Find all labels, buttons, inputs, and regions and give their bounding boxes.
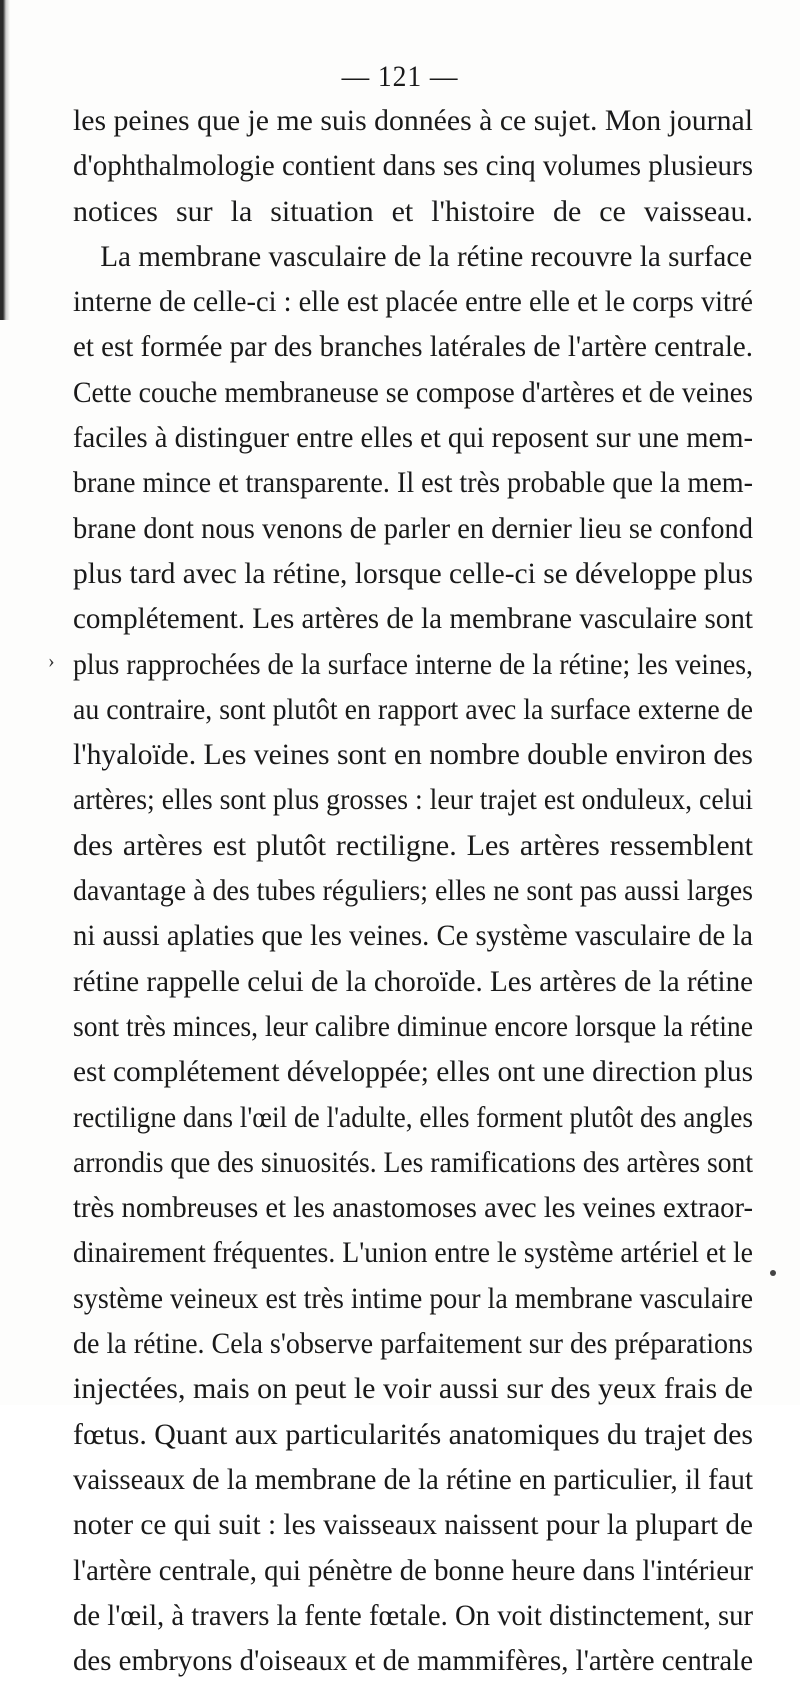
text-line: rectiligne dans l'œil de l'adulte, elles forment plutôt des angles xyxy=(73,1100,754,1134)
text-line: est complétement développée; elles ont une direction plus xyxy=(73,1055,754,1089)
text-line: davantage à des tubes réguliers; elles ne sont pas aussi larges xyxy=(73,874,754,908)
text-line: l'artère centrale, qui pénètre de bonne heure dans l'intérieur xyxy=(73,1553,753,1587)
text-line: très nombreuses et les anastomoses avec les veines extraor- xyxy=(73,1191,754,1225)
text-line: système veineux est très intime pour la membrane vasculaire xyxy=(73,1281,753,1315)
text-line: noter ce qui suit : les vaisseaux naissent pour la plupart de xyxy=(73,1508,754,1542)
page-number: — 121 — xyxy=(341,60,459,93)
text-line: sont très minces, leur calibre diminue encore lorsque la rétine xyxy=(73,1009,753,1043)
text-line: et est formée par des branches latérales de l'artère centrale. xyxy=(73,330,753,364)
text-line: fœtus. Quant aux particularités anatomiques du trajet des xyxy=(73,1417,753,1451)
text-line: La membrane vasculaire de la rétine recouvre la surface xyxy=(100,239,753,273)
text-line: plus tard avec la rétine, lorsque celle-ci se développe plus xyxy=(73,556,753,590)
text-line: interne de celle-ci : elle est placée entre elle et le corps vitré xyxy=(73,285,754,319)
text-line: de l'œil, à travers la fente fœtale. On voit distinctement, sur xyxy=(73,1598,754,1632)
text-line: vaisseaux de la membrane de la rétine en particulier, il faut xyxy=(73,1462,753,1496)
text-line: l'hyaloïde. Les veines sont en nombre double environ des xyxy=(73,738,753,772)
text-line: les peines que je me suis données à ce sujet. Mon journal xyxy=(73,104,753,137)
text-line: faciles à distinguer entre elles et qui reposent sur une mem- xyxy=(73,421,754,455)
text-line: d'ophthalmologie contient dans ses cinq volumes plusieurs xyxy=(73,149,753,183)
text-line: brane mince et transparente. Il est très probable que la mem- xyxy=(73,466,753,500)
ink-dot xyxy=(770,1270,776,1276)
text-line: injectées, mais on peut le voir aussi sur des yeux frais de xyxy=(73,1372,753,1406)
text-line: Cette couche membraneuse se compose d'artères et de veines xyxy=(73,375,753,409)
text-line: des artères est plutôt rectiligne. Les artères ressemblent xyxy=(73,828,753,862)
text-line: dinairement fréquentes. L'union entre le système artériel et le xyxy=(73,1236,754,1270)
text-line: plus rapprochées de la surface interne de la rétine; les veines, xyxy=(73,647,753,681)
text-line: ni aussi aplaties que les veines. Ce système vasculaire de la xyxy=(73,919,754,953)
text-line: brane dont nous venons de parler en dernier lieu se confond xyxy=(73,511,753,545)
binding-edge xyxy=(0,0,10,320)
text-line: de la rétine. Cela s'observe parfaitement sur des préparations xyxy=(73,1327,753,1361)
text-line: notices sur la situation et l'histoire de ce vaisseau. xyxy=(73,194,753,228)
text-line: au contraire, sont plutôt en rapport avec la surface externe de xyxy=(73,692,753,726)
text-line: artères; elles sont plus grosses : leur trajet est onduleux, celui xyxy=(73,783,754,817)
text-line: des embryons d'oiseaux et de mammifères, l'artère centrale xyxy=(73,1644,754,1678)
text-line: rétine rappelle celui de la choroïde. Les artères de la rétine xyxy=(73,964,754,998)
text-line: complétement. Les artères de la membrane vasculaire sont xyxy=(73,602,753,636)
body-text xyxy=(73,98,753,1683)
margin-mark: › xyxy=(48,650,55,672)
text-line: arrondis que des sinuosités. Les ramifications des artères sont xyxy=(73,1145,754,1179)
